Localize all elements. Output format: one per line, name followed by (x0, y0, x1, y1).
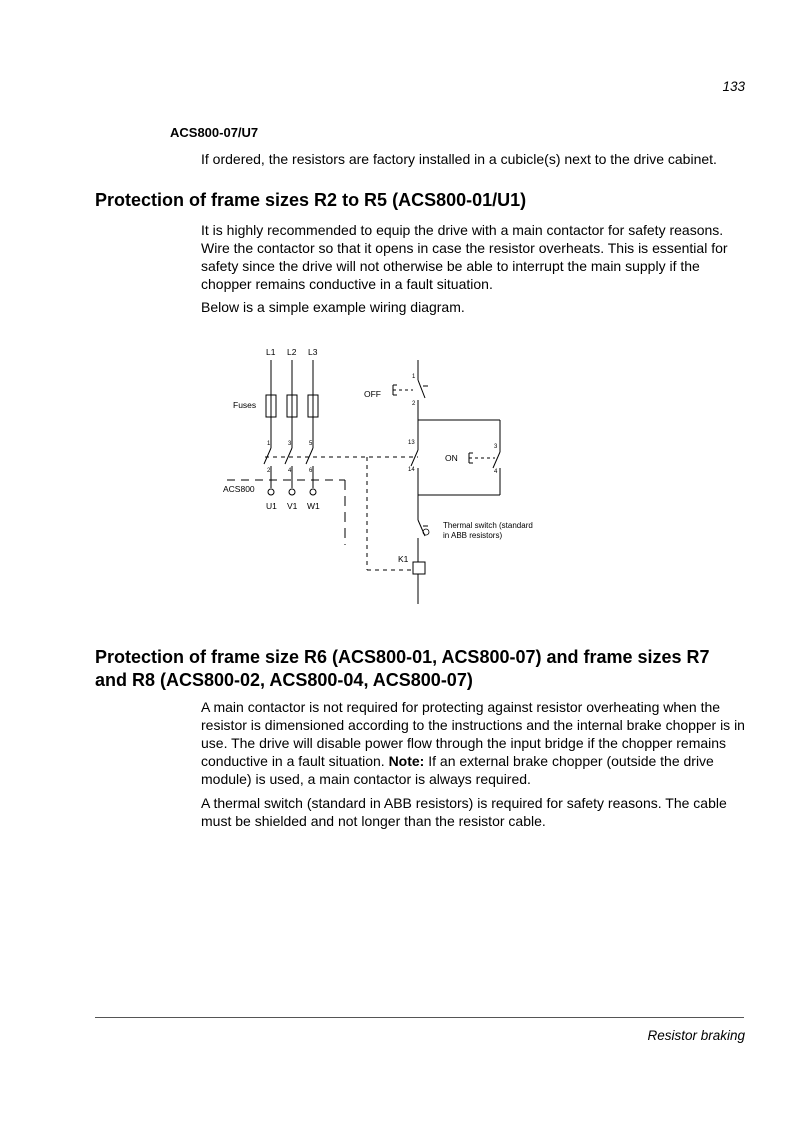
thermal-label: in ABB resistors) (443, 531, 503, 540)
terminal-number: 14 (408, 467, 415, 473)
paragraph-contactor-not-required (201, 698, 751, 788)
paragraph-main-contactor: It is highly recommended to equip the drive with a main contactor for safety reasons. Wire the contactor so that it opens in case the resistor overheats. This is essential for safety since the drive will not otherwise be able to interrupt the main supply if the chopper remains conductive in a fault situation. (201, 222, 728, 292)
paragraph-example-intro: Below is a simple example wiring diagram. (201, 299, 465, 315)
output-label: V1 (287, 501, 298, 511)
coil-k1 (413, 562, 425, 574)
contact-number: 5 (309, 441, 313, 447)
fuses-label: Fuses (233, 400, 257, 410)
contact-number: 6 (309, 468, 313, 474)
footer-chapter-title: Resistor braking (647, 1028, 745, 1043)
phase-label: L3 (308, 347, 318, 357)
terminal-number: 1 (412, 374, 416, 380)
output-label: W1 (307, 501, 320, 511)
paragraph-text: A main contactor is not required for protecting against resistor overheating when the resistor is dimensioned according to the instructions and the internal brake chopper is in use. The drive will disable power flow through the input bridge if the chopper remains conductive in a fault situation. (201, 699, 745, 769)
paragraph-thermal-switch: A thermal switch (standard in ABB resistors) is required for safety reasons. The cable must be shielded and not longer than the resistor cable. (201, 795, 727, 829)
terminal-number: 2 (412, 401, 416, 407)
phase-label: L2 (287, 347, 297, 357)
off-label: OFF (364, 389, 381, 399)
note-label: Note: (388, 753, 425, 769)
contact-number: 3 (288, 441, 292, 447)
terminal-number: 13 (408, 440, 415, 446)
heading-line: Protection of frame size R6 (ACS800-01, ACS800-07) and frame sizes R7 (95, 647, 710, 667)
coil-label: K1 (398, 554, 409, 564)
thermal-label: Thermal switch (standard (443, 521, 533, 530)
wiring-diagram (215, 340, 555, 610)
page-number: 133 (722, 79, 745, 94)
thermal-symbol (423, 529, 429, 535)
contact-number: 4 (288, 468, 292, 474)
terminal-number: 3 (494, 444, 498, 450)
on-label: ON (445, 453, 458, 463)
contact-number: 2 (267, 468, 271, 474)
paragraph-factory-installed: If ordered, the resistors are factory installed in a cubicle(s) next to the drive cabinet. (201, 151, 717, 167)
drive-label: ACS800 (223, 484, 255, 494)
footer-rule (95, 1017, 744, 1018)
contact-number: 1 (267, 441, 271, 447)
heading-r2-r5: Protection of frame sizes R2 to R5 (ACS800-01/U1) (95, 190, 527, 210)
terminal-number: 4 (494, 469, 498, 475)
phase-label: L1 (266, 347, 276, 357)
paragraph-text: If an external brake chopper (outside the drive module) is used, a main contactor is always required. (201, 753, 714, 787)
subheading-acs800-07: ACS800-07/U7 (170, 125, 259, 140)
heading-line: and R8 (ACS800-02, ACS800-04, ACS800-07) (95, 670, 473, 690)
heading-r6-r8 (95, 646, 755, 692)
output-label: U1 (266, 501, 277, 511)
